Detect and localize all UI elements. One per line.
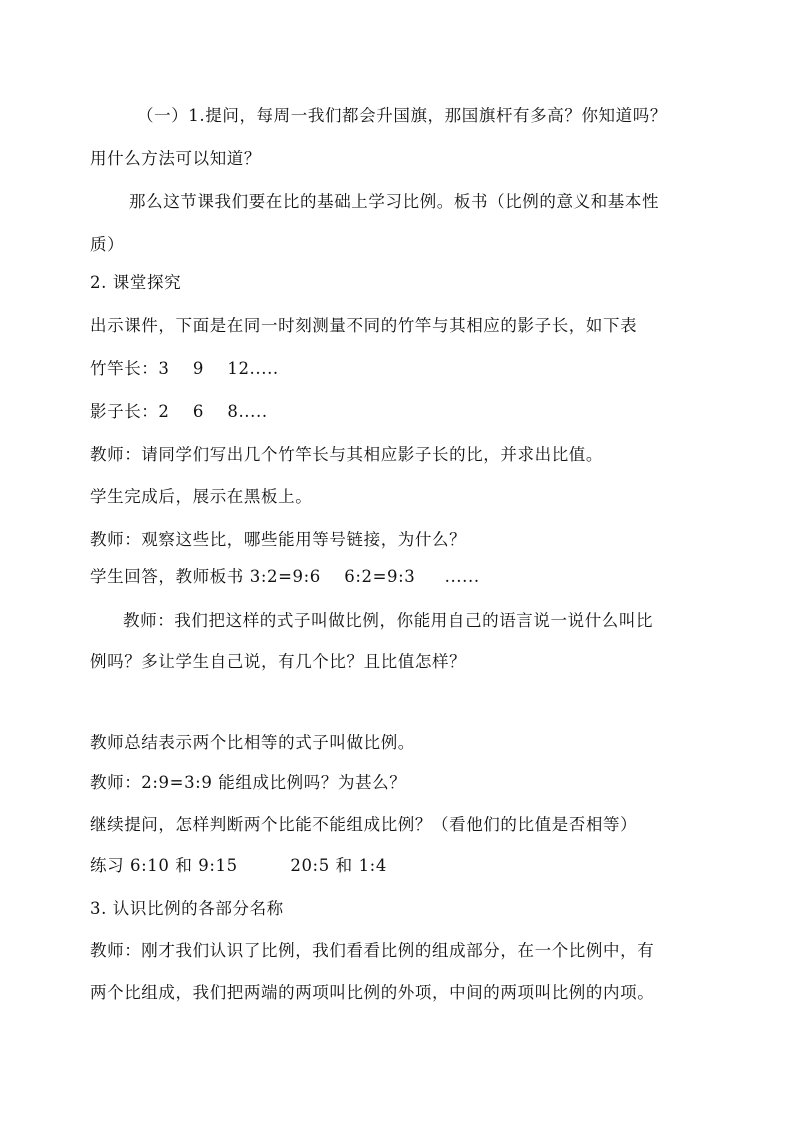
paragraph-line-3: 那么这节课我们要在比的基础上学习比例。板书（比例的意义和基本性 <box>129 192 660 211</box>
section-heading-2: 2. 课堂探究 <box>90 273 182 292</box>
paragraph-line-14: 例吗？多让学生自己说，有几个比？且比值怎样？ <box>90 652 467 671</box>
paragraph-line-20: 教师：刚才我们认识了比例，我们看看比例的组成部分，在一个比例中，有 <box>90 941 655 960</box>
paragraph-line-9: 教师：请同学们写出几个竹竿长与其相应影子长的比，并求出比值。 <box>90 445 603 464</box>
paragraph-line-17: 继续提问，怎样判断两个比能不能组成比例？（看他们的比值是否相等） <box>90 815 638 834</box>
paragraph-line-7: 竹竿长：3 9 12..... <box>90 359 279 378</box>
paragraph-line-4: 质） <box>90 235 125 254</box>
paragraph-line-1: （一）1.提问，每周一我们都会升国旗，那国旗杆有多高？你知道吗？ <box>137 106 667 125</box>
paragraph-line-2: 用什么方法可以知道？ <box>90 149 261 168</box>
paragraph-line-8: 影子长：2 6 8..... <box>90 402 268 421</box>
paragraph-line-21: 两个比组成，我们把两端的两项叫比例的外项，中间的两项叫比例的内项。 <box>90 983 655 1002</box>
paragraph-line-18: 练习 6:10 和 9:15 20:5 和 1:4 <box>90 856 387 875</box>
paragraph-line-11: 教师：观察这些比，哪些能用等号链接，为什么？ <box>90 530 467 549</box>
paragraph-line-6: 出示课件，下面是在同一时刻测量不同的竹竿与其相应的影子长，如下表 <box>90 316 638 335</box>
paragraph-line-10: 学生完成后，展示在黑板上。 <box>90 487 313 506</box>
paragraph-line-13: 教师：我们把这样的式子叫做比例，你能用自己的语言说一说什么叫比 <box>123 611 654 630</box>
section-heading-3: 3. 认识比例的各部分名称 <box>90 899 284 918</box>
paragraph-line-16: 教师：2:9=3:9 能组成比例吗？为甚么？ <box>90 773 407 792</box>
paragraph-line-15: 教师总结表示两个比相等的式子叫做比例。 <box>90 733 415 752</box>
paragraph-line-12: 学生回答，教师板书 3:2=9:6 6:2=9:3 ...... <box>90 567 480 586</box>
